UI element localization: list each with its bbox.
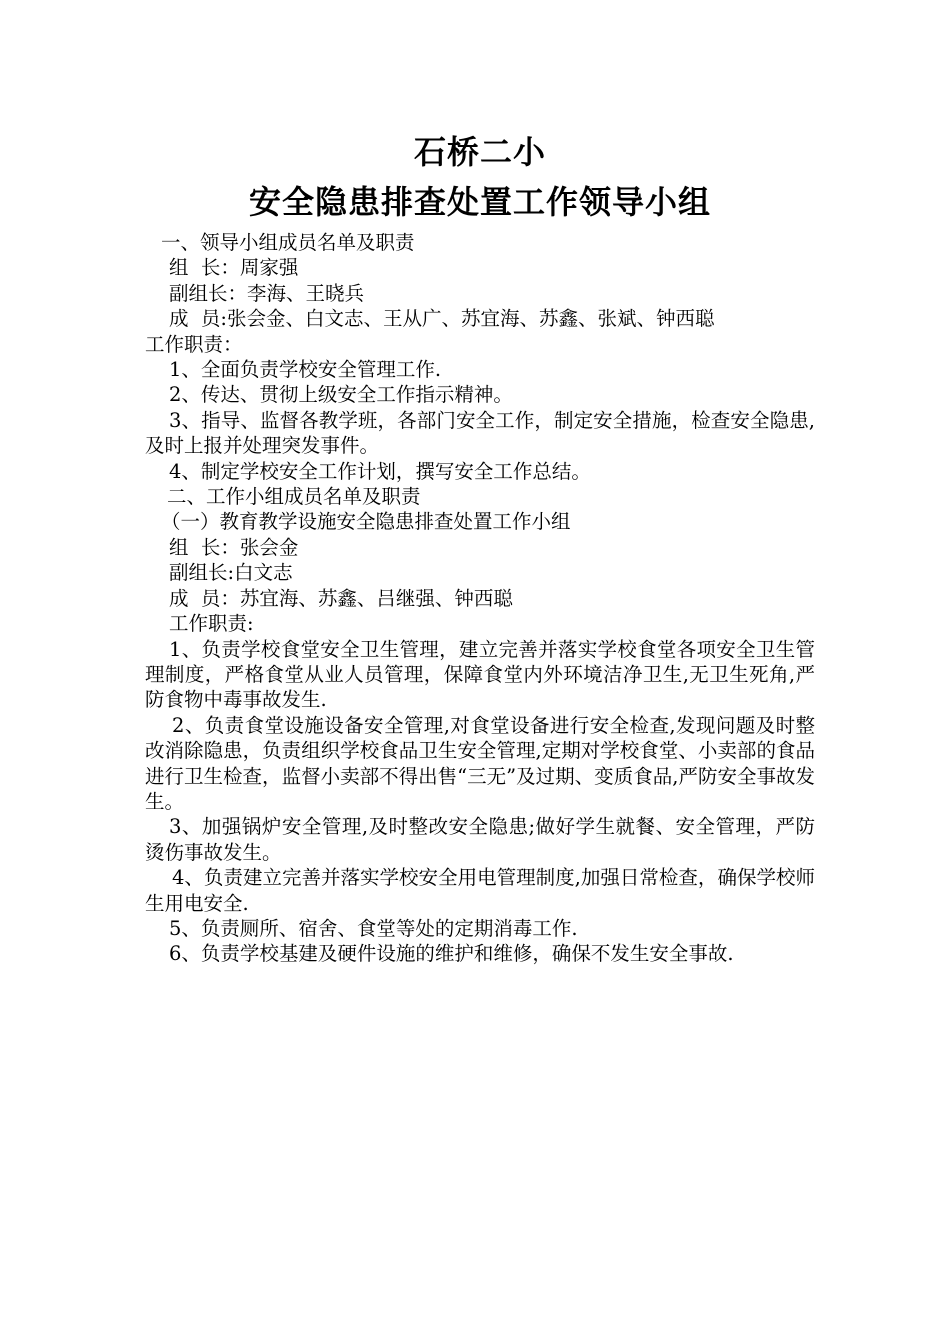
section2-heading: 二、工作小组成员名单及职责 [167,485,421,509]
subsection1-heading: （一）教育教学设施安全隐患排查处置工作小组 [161,510,571,534]
section1-vice-leader: 副组长：李海、王晓兵 [169,281,365,305]
section1-duty-item: 4、制定学校安全工作计划，撰写安全工作总结。 [169,459,591,483]
subsection1-members: 成 员：苏宜海、苏鑫、吕继强、钟西聪 [169,586,513,610]
section1-heading: 一、领导小组成员名单及职责 [161,231,415,254]
section1-members: 成 员:张会金、白文志、王从广、苏宜海、苏鑫、张斌、钟西聪 [169,307,715,331]
section1-duty-item: 3、指导、监督各教学班，各部门安全工作，制定安全措施，检查安全隐患,及时上报并处理突发事件。 [145,408,815,458]
subsection1-vice-leader: 副组长:白文志 [169,561,293,585]
document-title-group: 安全隐患排查处置工作领导小组 [248,183,711,221]
subsection1-duty-item: 2、负责食堂设施设备安全管理,对食堂设备进行安全检查,发现问题及时整改消除隐患，负责组织学校食品卫生安全管理,定期对学校食堂、小卖部的食品进行卫生检查，监督小卖部不得出售“三无”及过期、变质食品,严防安全事故发生。 [145,713,815,813]
section1-duty-item: 1、全面负责学校安全管理工作. [169,358,442,382]
section1-duty-label: 工作职责： [145,332,243,356]
section1-leader: 组 长：周家强 [169,256,299,280]
document-page [145,128,815,967]
section1-duty-item: 2、传达、贯彻上级安全工作指示精神。 [169,383,513,407]
subsection1-duty-item: 3、加强锅炉安全管理,及时整改安全隐患;做好学生就餐、安全管理，严防烫伤事故发生。 [145,815,815,864]
subsection1-leader: 组 长：张会金 [169,535,299,559]
document-title-school: 石桥二小 [413,133,546,171]
subsection1-duty-item: 6、负责学校基建及硬件设施的维护和维修，确保不发生安全事故. [169,942,734,966]
subsection1-duty-item: 1、负责学校食堂安全卫生管理，建立完善并落实学校食堂各项安全卫生管理制度，严格食堂从业人员管理，保障食堂内外环境洁净卫生,无卫生死角,严防食物中毒事故发生. [145,637,815,712]
subsection1-duty-item: 4、负责建立完善并落实学校安全用电管理制度,加强日常检查，确保学校师生用电安全. [145,866,815,915]
subsection1-duty-label: 工作职责: [169,612,254,636]
subsection1-duty-item: 5、负责厕所、宿舍、食堂等处的定期消毒工作. [169,916,578,940]
